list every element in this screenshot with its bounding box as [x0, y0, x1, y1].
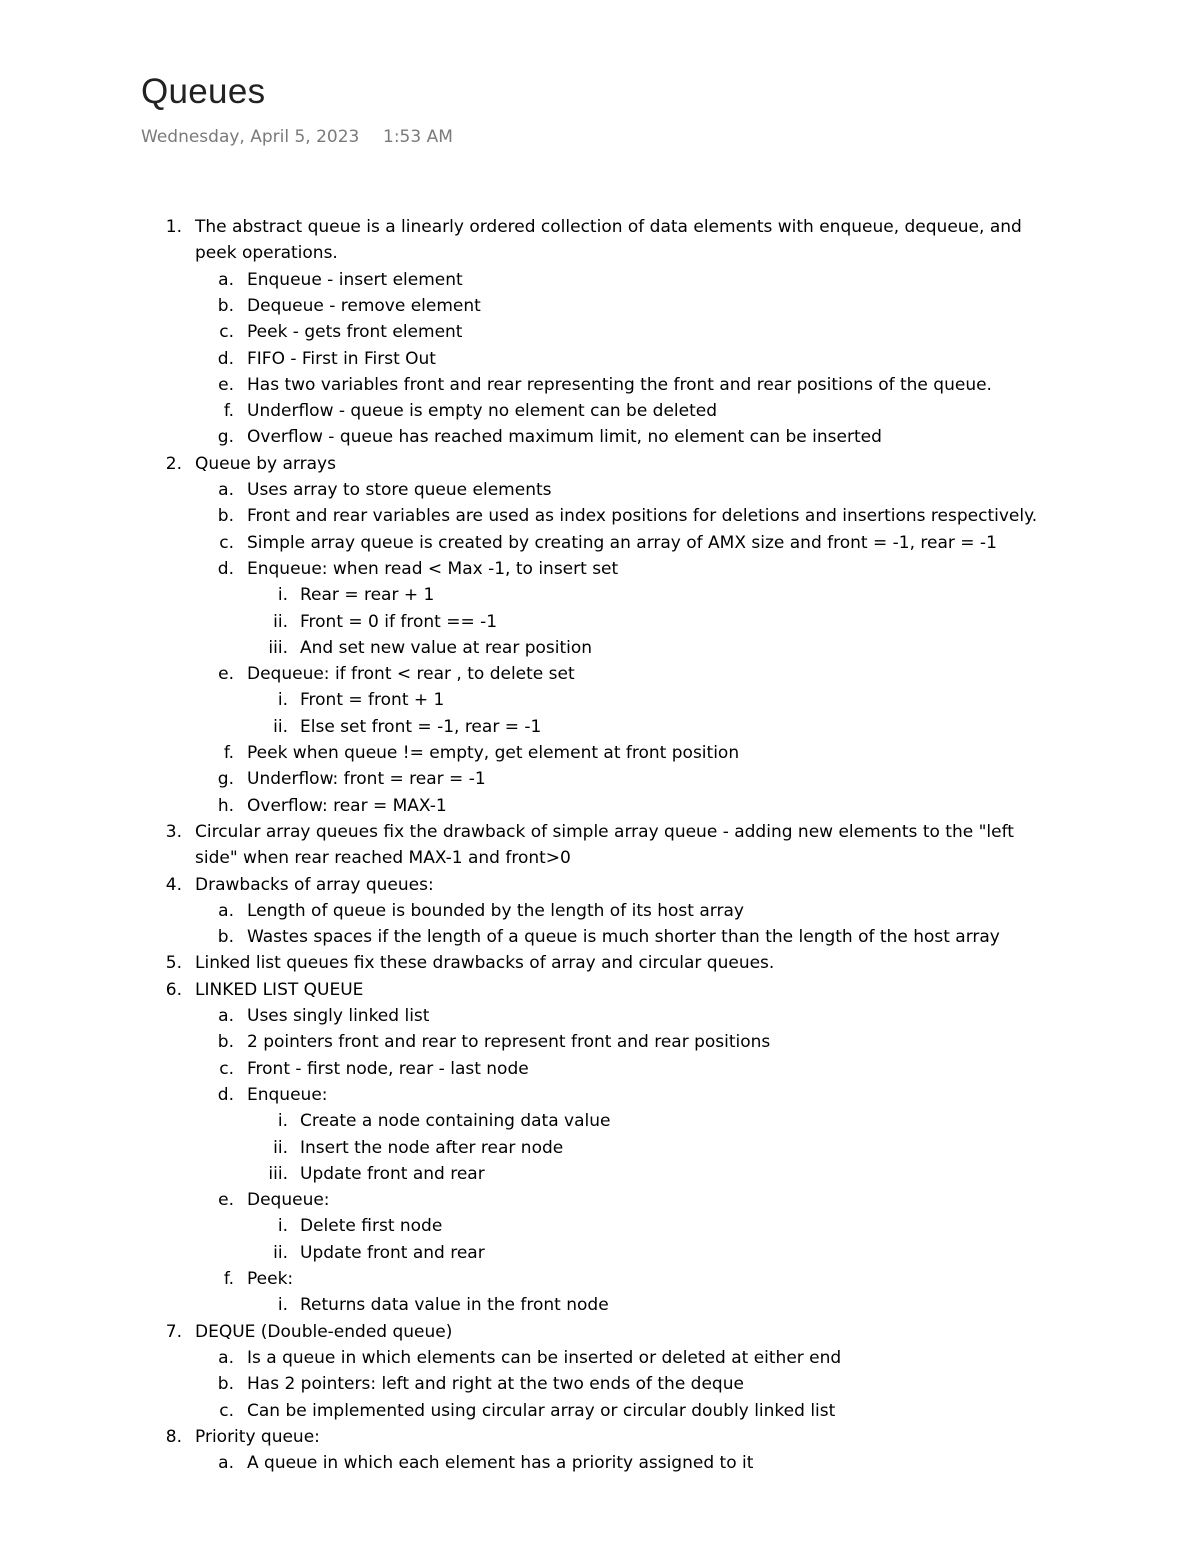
list-item: [0, 950, 1200, 976]
list-item: [0, 977, 1200, 1003]
list-marker: d.: [217, 558, 234, 579]
list-item: [0, 845, 1200, 871]
list-item-text: Underflow - queue is empty no element can be deleted: [247, 401, 718, 422]
list-item-text: Peek:: [247, 1269, 294, 1289]
list-item-text: Create a node containing data value: [300, 1111, 611, 1132]
list-item: [0, 793, 1200, 819]
list-item-text: Uses singly linked list: [247, 1006, 430, 1026]
list-marker: 8.: [165, 1426, 182, 1447]
list-item-text: Queue by arrays: [195, 453, 336, 474]
list-item-text: Underflow: front = rear = -1: [247, 769, 486, 790]
list-marker: g.: [217, 427, 234, 448]
list-item-text: Front = 0 if front == -1: [300, 611, 498, 632]
list-item-text: Is a queue in which elements can be inserted or deleted at either end: [247, 1347, 842, 1368]
list-item-text: Dequeue - remove element: [247, 295, 481, 316]
list-item-text: Peek when queue != empty, get element at front position: [247, 743, 740, 763]
list-item: [0, 898, 1200, 924]
list-marker: ii.: [273, 611, 288, 632]
list-item: [0, 319, 1200, 345]
list-item: [0, 740, 1200, 766]
list-item: [0, 1003, 1200, 1029]
list-item-text: Peek - gets front element: [247, 322, 463, 343]
list-marker: ii.: [273, 1137, 288, 1158]
list-item: [0, 819, 1200, 845]
list-marker: b.: [217, 927, 234, 948]
list-marker: iii.: [268, 637, 288, 658]
list-item-text: peek operations.: [195, 243, 338, 264]
list-item-text: Front = front + 1: [300, 690, 445, 711]
list-item-text: Delete first node: [300, 1216, 443, 1237]
list-marker: e.: [218, 1190, 234, 1211]
list-marker: 7.: [165, 1321, 182, 1342]
list-item: [0, 556, 1200, 582]
list-item: [0, 1424, 1200, 1450]
list-marker: b.: [217, 506, 234, 527]
list-marker: a.: [218, 1347, 234, 1368]
list-item-text: Update front and rear: [300, 1163, 485, 1184]
list-item-text: Enqueue:: [247, 1084, 328, 1105]
list-item: [0, 424, 1200, 450]
list-marker: c.: [219, 1400, 234, 1421]
list-item-text: And set new value at rear position: [300, 637, 593, 658]
list-item-text: Insert the node after rear node: [300, 1137, 564, 1158]
list-marker: d.: [217, 1084, 234, 1105]
list-marker: a.: [218, 1453, 234, 1474]
list-marker: ii.: [273, 716, 288, 737]
list-item-text: FIFO - First in First Out: [247, 348, 436, 369]
list-item: [0, 1108, 1200, 1134]
list-marker: d.: [217, 348, 234, 369]
list-item: [0, 530, 1200, 556]
list-marker: 2.: [165, 453, 182, 474]
list-item-text: Rear = rear + 1: [300, 585, 435, 606]
list-item: [0, 214, 1200, 240]
list-item: [0, 1029, 1200, 1055]
list-item-text: Front - first node, rear - last node: [247, 1058, 529, 1079]
list-item: [0, 1345, 1200, 1371]
list-marker: f.: [223, 401, 234, 422]
list-marker: c.: [219, 322, 234, 343]
list-item: [0, 924, 1200, 950]
list-item-text: A queue in which each element has a priority assigned to it: [247, 1453, 754, 1474]
list-item-text: 2 pointers front and rear to represent front and rear positions: [247, 1032, 771, 1053]
list-item: [0, 267, 1200, 293]
list-item: [0, 1056, 1200, 1082]
list-item-text: The abstract queue is a linearly ordered collection of data elements with enqueue, dequeue, and: [195, 217, 1022, 237]
list-item-text: Wastes spaces if the length of a queue is much shorter than the length of the host array: [247, 927, 1000, 948]
list-item: [0, 635, 1200, 661]
list-marker: b.: [217, 295, 234, 316]
list-item: [0, 503, 1200, 529]
note-date: Wednesday, April 5, 2023: [141, 127, 360, 147]
list-item: [0, 1240, 1200, 1266]
list-item-text: Dequeue: if front < rear , to delete set: [247, 664, 575, 685]
list-marker: i.: [277, 1216, 288, 1237]
list-item: [0, 1371, 1200, 1397]
list-item-text: Returns data value in the front node: [300, 1295, 609, 1316]
list-item: [0, 714, 1200, 740]
list-item-text: side" when rear reached MAX-1 and front>0: [195, 848, 571, 869]
list-item: [0, 1319, 1200, 1345]
list-item-text: Dequeue:: [247, 1190, 330, 1211]
list-item: [0, 293, 1200, 319]
list-marker: b.: [217, 1374, 234, 1395]
list-item: [0, 687, 1200, 713]
list-item: [0, 240, 1200, 266]
list-item: [0, 1135, 1200, 1161]
list-item: [0, 1187, 1200, 1213]
list-marker: i.: [277, 585, 288, 606]
list-marker: 4.: [165, 874, 182, 895]
list-item: [0, 1161, 1200, 1187]
list-marker: i.: [277, 690, 288, 711]
list-marker: 1.: [165, 217, 182, 237]
list-item: [0, 1398, 1200, 1424]
list-item-text: Uses array to store queue elements: [247, 480, 552, 500]
list-marker: a.: [218, 900, 234, 921]
list-item: [0, 398, 1200, 424]
list-item-text: Front and rear variables are used as index positions for deletions and insertions respectively.: [247, 506, 1038, 527]
list-item-text: Circular array queues fix the drawback of simple array queue - adding new elements to the "left: [195, 821, 1014, 842]
list-marker: g.: [217, 769, 234, 790]
list-item-text: Enqueue: when read < Max -1, to insert set: [247, 558, 619, 579]
list-marker: a.: [218, 269, 234, 290]
list-marker: c.: [219, 532, 234, 553]
list-item-text: Can be implemented using circular array or circular doubly linked list: [247, 1400, 836, 1421]
list-item: [0, 451, 1200, 477]
list-item: [0, 477, 1200, 503]
list-item-text: Priority queue:: [195, 1426, 320, 1447]
list-item: [0, 1266, 1200, 1292]
page-title: Queues: [141, 72, 266, 111]
list-item: [0, 872, 1200, 898]
list-marker: a.: [218, 1006, 234, 1026]
list-item-text: Has two variables front and rear representing the front and rear positions of the queue.: [247, 374, 992, 395]
list-item: [0, 766, 1200, 792]
list-item-text: Overflow - queue has reached maximum limit, no element can be inserted: [247, 427, 882, 448]
list-item: [0, 1082, 1200, 1108]
list-item-text: LINKED LIST QUEUE: [195, 979, 364, 1000]
list-marker: c.: [219, 1058, 234, 1079]
list-marker: b.: [217, 1032, 234, 1053]
list-marker: f.: [223, 1269, 234, 1289]
list-item: [0, 346, 1200, 372]
list-marker: a.: [218, 480, 234, 500]
list-item: [0, 609, 1200, 635]
list-item-text: Update front and rear: [300, 1242, 485, 1263]
list-item: [0, 1292, 1200, 1318]
list-marker: iii.: [268, 1163, 288, 1184]
list-item: [0, 1213, 1200, 1239]
list-item-text: Linked list queues fix these drawbacks of array and circular queues.: [195, 953, 775, 974]
list-marker: 5.: [165, 953, 182, 974]
list-item-text: Else set front = -1, rear = -1: [300, 716, 542, 737]
list-marker: 6.: [165, 979, 182, 1000]
list-item: [0, 661, 1200, 687]
list-marker: e.: [218, 374, 234, 395]
list-marker: f.: [223, 743, 234, 763]
list-marker: h.: [217, 795, 234, 816]
list-item-text: Has 2 pointers: left and right at the two ends of the deque: [247, 1374, 744, 1395]
list-item: [0, 582, 1200, 608]
list-marker: e.: [218, 664, 234, 685]
list-item: [0, 372, 1200, 398]
list-marker: i.: [277, 1111, 288, 1132]
list-item: [0, 1450, 1200, 1476]
list-item-text: Length of queue is bounded by the length of its host array: [247, 900, 744, 921]
list-marker: ii.: [273, 1242, 288, 1263]
list-item-text: Drawbacks of array queues:: [195, 874, 434, 895]
list-item-text: Enqueue - insert element: [247, 269, 463, 290]
list-item-text: Simple array queue is created by creating an array of AMX size and front = -1, rear = -1: [247, 532, 997, 553]
list-marker: 3.: [165, 821, 182, 842]
note-time: 1:53 AM: [383, 127, 453, 147]
list-marker: i.: [277, 1295, 288, 1316]
list-item-text: Overflow: rear = MAX-1: [247, 795, 447, 816]
list-item-text: DEQUE (Double-ended queue): [195, 1321, 453, 1342]
